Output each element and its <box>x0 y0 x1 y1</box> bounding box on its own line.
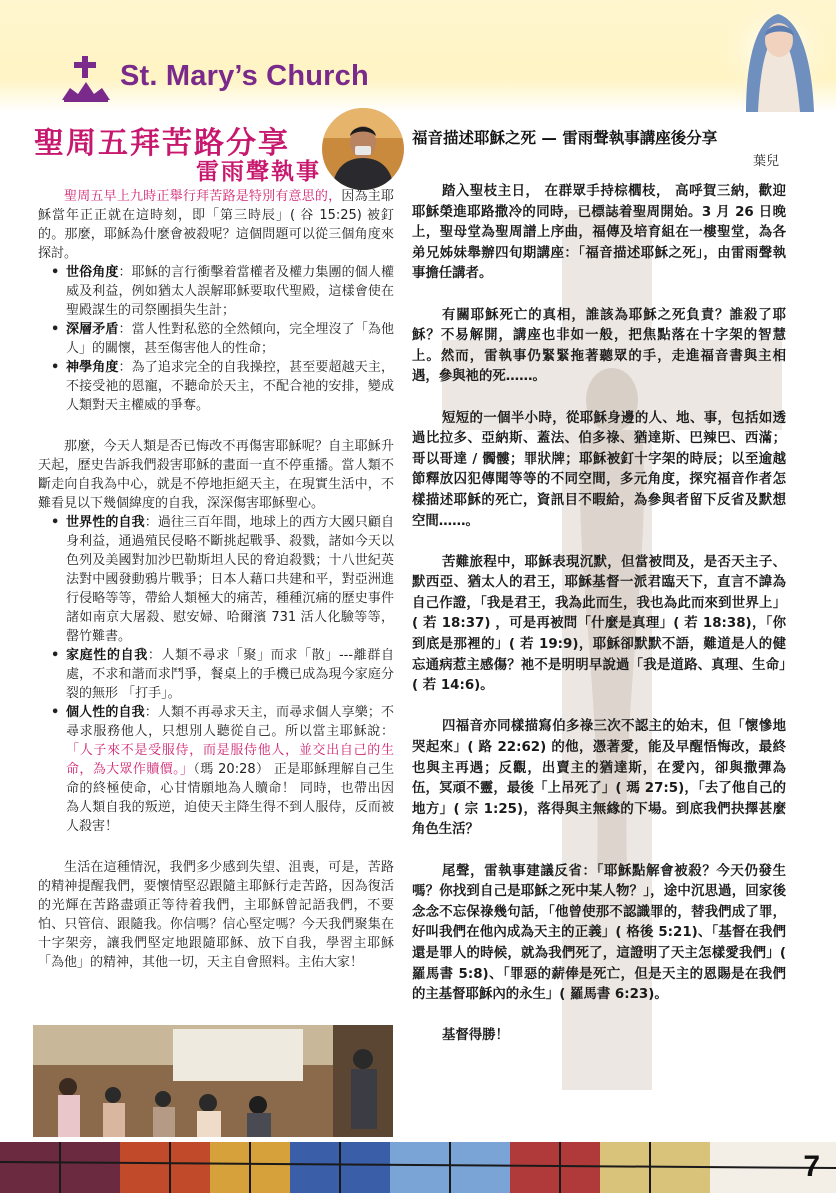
point-text: ：耶穌的言行衝擊着當權者及權力集團的個人權威及利益，例如猶太人誤解耶穌要取代聖殿，這樣會使在聖殿謀生的司祭團損失生計； <box>66 265 394 318</box>
page-header <box>0 0 836 112</box>
right-paragraph: 四福音亦同樣描寫伯多祿三次不認主的始末，但「懷慘地哭起來」( 路 22:62) 的他，憑著愛，能及早醒悟悔改，最終也與主再遇；反觀，出賣主的猶達斯，在愛內，卻與撒彈為伍，冥頑不靈，最後「上吊死了」( 瑪 27:5)，「去了他自己的地方」( 宗 1:25)，落得與主無緣的下場。到底我們抉擇甚麼角色生活？ <box>412 719 786 838</box>
list-item <box>52 320 394 358</box>
list-item <box>52 703 394 836</box>
point-label: 個人性的自我 <box>66 705 145 720</box>
intro-highlight: 聖周五早上九時正舉行拜苦路是特別有意思的， <box>64 189 342 204</box>
author-portrait-image <box>322 108 404 190</box>
point-text: ：人類不尋求「聚」而求「散」---離群自處，不求和諧而求鬥爭，餐桌上的手機已成為現今家庭分裂的無形 「打手」。 <box>66 648 394 701</box>
perspective-list <box>52 263 394 415</box>
point-label: 世界性的自我 <box>66 515 145 530</box>
madonna-statue-image <box>716 0 836 112</box>
left-paragraph-2: 那麼，今天人類是否已悔改不再傷害耶穌呢？自主耶穌升天起，歷史告訴我們殺害耶穌的畫面一直不停重播。當人類不斷走向自我為中心，就是不停地拒絕天主，在現實生活中，不難看見以下幾個緯度的自我，深深傷害耶穌聖心。 <box>38 439 394 511</box>
right-article-author: 葉兒 <box>753 154 780 169</box>
list-item <box>52 263 394 320</box>
church-cross-icon <box>60 54 112 102</box>
right-paragraph: 短短的一個半小時，從耶穌身邊的人、地、事，包括如透過比拉多、亞納斯、蓋法、伯多祿、猶達斯、巴辣巴、西滿；哥以哥達 / 髑髏；罪狀牌；耶穌被釘十字架的時辰；以至逾越節釋放囚犯傳聞等等的不同空間，多元角度，探究福音作者怎樣描述耶穌的死亡，資訊目不暇給，為參與者留下反省及默想空間……。 <box>412 410 786 529</box>
right-paragraph: 有關耶穌死亡的真相，誰該為耶穌之死負責？誰殺了耶穌？不易解開，講座也非如一般，把焦點落在十字架的智慧上。然而，雷執事仍緊緊拖著聽眾的手，走進福音書與主相遇，參與祂的死……。 <box>412 307 786 385</box>
left-article-title: 聖周五拜苦路分享 <box>34 126 290 161</box>
point-text: ：當人性對私慾的全然傾向，完全埋沒了「為他人」的關懷，甚至傷害他人的性命； <box>66 322 394 356</box>
page-number: 7 <box>803 1150 820 1183</box>
right-paragraph: 踏入聖枝主日， 在群眾手持棕櫚枝， 高呼賀三納，歡迎耶穌榮進耶路撒冷的同時，已標誌着聖周開始。3 月 26 日晚上，聖母堂為聖周譜上序曲，福傳及培育組在一樓聖堂，為各弟兄姊妹舉辦四旬期講座：「福音描述耶穌之死」，由雷雨聲執事擔任講者。 <box>412 184 786 282</box>
list-item <box>52 513 394 646</box>
point-label: 神學角度 <box>66 360 119 375</box>
left-article-body <box>38 187 394 972</box>
point-label: 家庭性的自我 <box>66 648 148 663</box>
right-paragraph: 尾聲，雷執事建議反省：「耶穌點解會被殺？今天仍發生嗎？你找到自己是耶穌之死中某人物？」，途中沉思過，回家後念念不忘保祿幾句話，「他曾使那不認識罪的，替我們成了罪，好叫我們在他內成為天主的正義」( 格後 5:21)、「基督在我們還是罪人的時候，就為我們死了，這證明了天主怎樣愛我們」( 羅馬書 5:8)、「罪惡的薪俸是死亡，但是天主的恩賜是在我們的主基督耶穌內的永生」( 羅馬書 6:23)。 <box>412 863 786 1003</box>
point-text: （瑪 20:28） 正是耶穌理解自己生命的終極使命，心甘情願地為人贖命！ 同時，也帶出因為人類自我的叛逆，迫使天主降生得不到人服侍，反而被人殺害！ <box>66 762 394 834</box>
right-paragraph: 苦難旅程中，耶穌表現沉默，但當被問及，是否天主子、默西亞、猶太人的君王，耶穌基督一派君臨天下，直言不諱為自己作證，「我是君王，我為此而生，我也為此而來到世界上」( 若 18:37) ，可是再被問「什麼是真理」( 若 18:38)，「你到底是那裡的」( 若 19:9)，耶穌卻默默不語，難道是人的健忘通病惹主感傷？祂不是明明早說過「我是道路、真理、生命」( 若 14:6)。 <box>412 554 786 694</box>
left-paragraph-1 <box>38 187 394 263</box>
right-article-body <box>412 182 786 1068</box>
intro-text: 因為主耶穌當年正正就在這時刻，即「第三時辰」( 谷 15:25) 被釘的。那麼，耶穌為什麼會被殺呢？這個問題可以從三個角度來探討。 <box>38 189 394 261</box>
right-article-title: 福音描述耶穌之死 — 雷雨聲執事講座後分享 <box>412 129 718 147</box>
point-text: ：過往三百年間，地球上的西方大國只顧自身利益，通過殖民侵略不斷挑起戰爭、殺戮，諸如今天以色列及美國對加沙巴勒斯坦人民的脅迫殺戮；十八世紀英法對中國發動鴉片戰爭；日本人藉口共建和平，對亞洲進行侵略等等，帶給人類極大的痛苦，種種沉痛的歷史事件諸如南京大屠殺、慰安婦、哈爾濱 731 活人化驗等等，罄竹難書。 <box>66 515 394 644</box>
stained-glass-footer <box>0 1142 836 1193</box>
list-item <box>52 358 394 415</box>
left-paragraph-3: 生活在這種情況，我們多少感到失望、沮喪，可是，苦路的精神提醒我們，要懷情堅忍跟隨主耶穌行走苦路，因為復活的光輝在苦路盡頭正等待着我們，主耶穌曾記語我們，不要怕、只管信、跟隨我。你信嗎？信心堅定嗎？今天我們聚集在十字架旁，讓我們堅定地跟隨耶穌、放下自我，學習主耶穌「為他」的精神，其他一切，天主自會照料。主佑大家！ <box>38 860 394 970</box>
left-article-author: 雷雨聲執事 <box>196 159 321 185</box>
point-text: ：為了追求完全的自我操控，甚至要超越天主，不接受祂的恩寵，不聽命於天主，不配合祂的安排，變成人類對天主權威的爭奪。 <box>66 360 394 413</box>
church-name: St. Mary’s Church <box>120 60 369 92</box>
point-text: ：人類不再尋求天主，而尋求個人享樂；不尋求服務他人，只想別人聽從自己。所以當主耶穌說： <box>66 705 394 739</box>
point-label: 深層矛盾 <box>66 322 119 337</box>
self-dimension-list <box>52 513 394 836</box>
scripture-quote: 「人子來不是受服侍，而是服侍他人，並交出自己的生命，為大眾作贖價。」 <box>66 743 394 777</box>
point-label: 世俗角度 <box>66 265 119 280</box>
right-paragraph-closing: 基督得勝！ <box>442 1028 509 1044</box>
list-item <box>52 646 394 703</box>
lecture-photo <box>33 1025 393 1137</box>
